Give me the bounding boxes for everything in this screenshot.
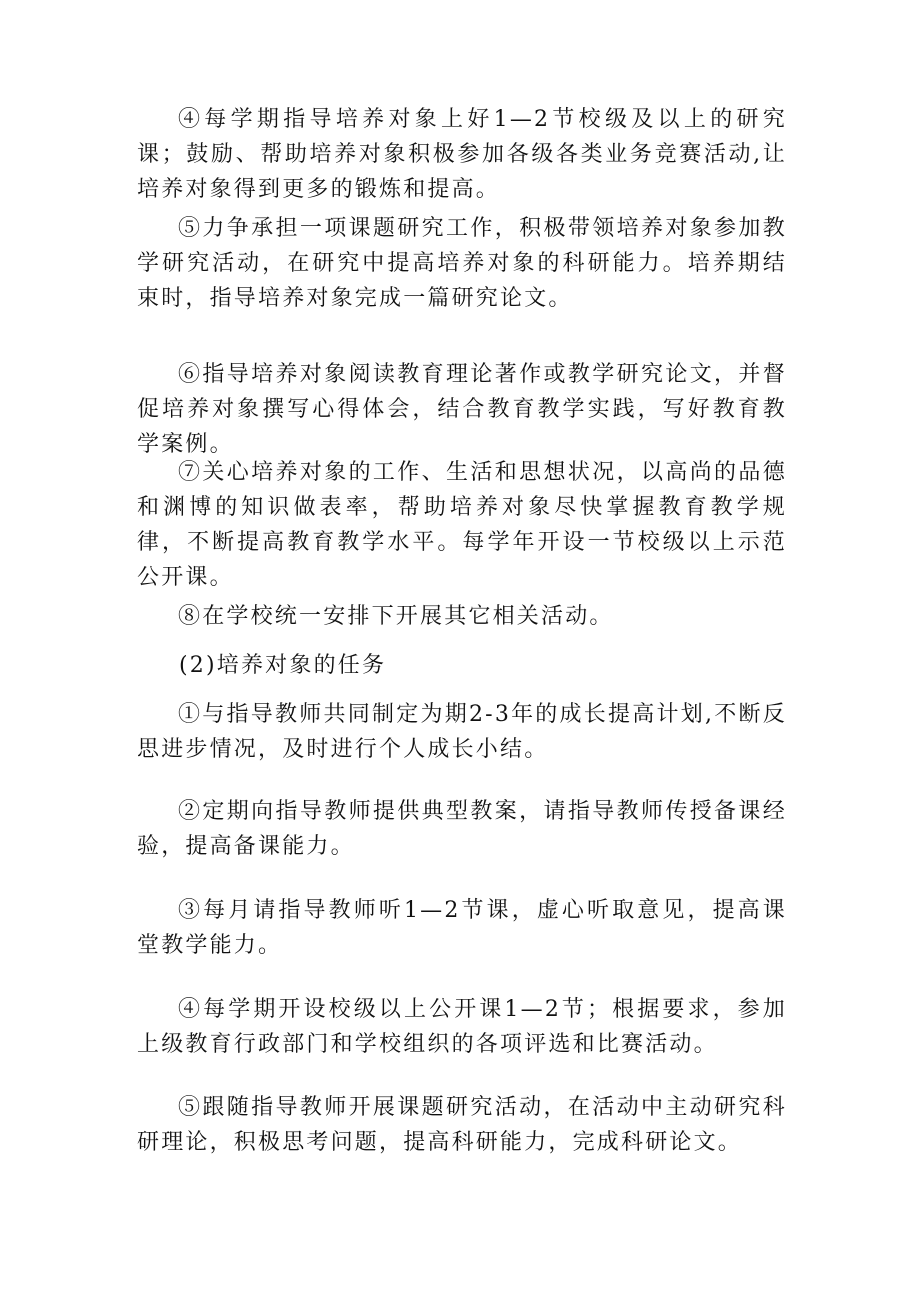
paragraph-mentor-task-8: ⑧在学校统一安排下开展其它相关活动。 — [178, 604, 614, 629]
paragraph-mentor-task-6: ⑥指导培养对象阅读教育理论著作或教学研究论文，并督促培养对象撰写心得体会，结合教育教学实践，写好教育教学案例。 — [137, 362, 787, 457]
paragraph-trainee-task-2: ②定期向指导教师提供典型教案，请指导教师传授备课经验，提高备课能力。 — [137, 799, 787, 859]
paragraph-mentor-task-5: ⑤力争承担一项课题研究工作，积极带领培养对象参加教学研究活动，在研究中提高培养对象的科研能力。培养期结束时，指导培养对象完成一篇研究论文。 — [137, 216, 787, 311]
paragraph-trainee-task-5: ⑤跟随指导教师开展课题研究活动，在活动中主动研究科研理论，积极思考问题，提高科研能力，完成科研论文。 — [137, 1095, 787, 1155]
paragraph-trainee-task-4: ④每学期开设校级以上公开课1—2节；根据要求，参加上级教育行政部门和学校组织的各项评选和比赛活动。 — [137, 997, 787, 1057]
paragraph-trainee-task-1: ①与指导教师共同制定为期2-3年的成长提高计划,不断反思进步情况，及时进行个人成长小结。 — [137, 702, 787, 762]
section-subheading-trainee-tasks: (2)培养对象的任务 — [179, 653, 387, 678]
paragraph-mentor-task-7: ⑦关心培养对象的工作、生活和思想状况，以高尚的品德和渊博的知识做表率，帮助培养对象尽快掌握教育教学规律，不断提高教育教学水平。每学年开设一节校级以上示范公开课。 — [137, 460, 787, 590]
paragraph-mentor-task-4: ④每学期指导培养对象上好1—2节校级及以上的研究课；鼓励、帮助培养对象积极参加各级各类业务竞赛活动,让培养对象得到更多的锻炼和提高。 — [137, 107, 787, 202]
paragraph-trainee-task-3: ③每月请指导教师听1—2节课，虚心听取意见，提高课堂教学能力。 — [137, 898, 787, 958]
